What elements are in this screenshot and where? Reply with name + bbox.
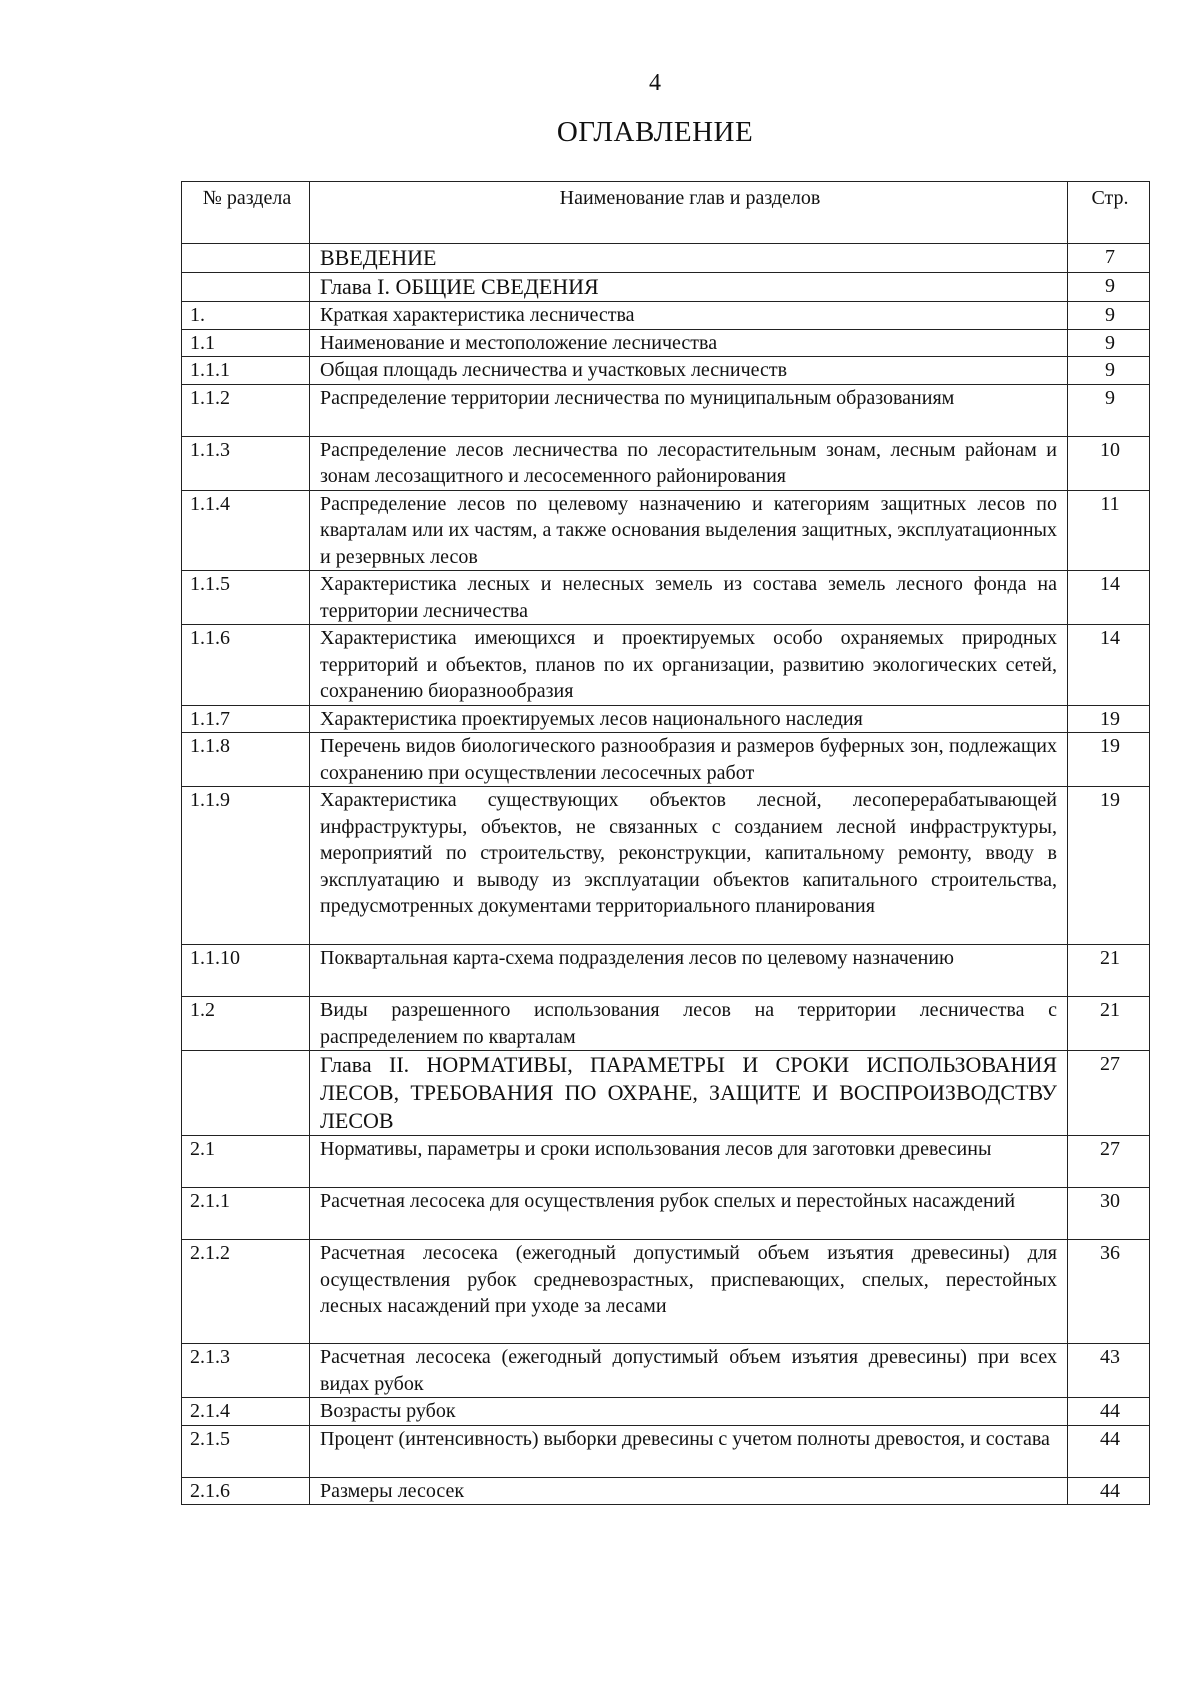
- page-reference: 19: [1068, 787, 1150, 945]
- page-reference: 44: [1068, 1477, 1150, 1505]
- section-title: Распределение территории лесничества по муниципальным образованиям: [310, 384, 1068, 436]
- section-number: 2.1.1: [182, 1188, 310, 1240]
- table-row: [182, 945, 1150, 997]
- section-title: Расчетная лесосека (ежегодный допустимый объем изъятия древесины) при всех видах рубок: [310, 1344, 1068, 1398]
- section-title: Поквартальная карта-схема подразделения лесов по целевому назначению: [310, 945, 1068, 997]
- section-number: 1.1.3: [182, 436, 310, 490]
- section-title: Характеристика лесных и нелесных земель из состава земель лесного фонда на территории лесничества: [310, 571, 1068, 625]
- page-reference: 44: [1068, 1425, 1150, 1477]
- section-number: 1.1.8: [182, 733, 310, 787]
- page-reference: 11: [1068, 490, 1150, 571]
- table-row: [182, 357, 1150, 385]
- page-reference: 44: [1068, 1398, 1150, 1426]
- table-row: [182, 1240, 1150, 1344]
- section-number: 1.1.4: [182, 490, 310, 571]
- section-title: Размеры лесосек: [310, 1477, 1068, 1505]
- table-row: [182, 787, 1150, 945]
- page-reference: 27: [1068, 1136, 1150, 1188]
- table-row: [182, 436, 1150, 490]
- section-title: Характеристика существующих объектов лесной, лесоперерабатывающей инфраструктуры, объектов, не связанных с созданием лесной инфраструктуры, мероприятий по строительству, реконструкции, капитальному ремонту, вводу в эксплуатацию и выводу из эксплуатации объектов капитального строительства, предусмотренных документами территориального планирования: [310, 787, 1068, 945]
- page-reference: 19: [1068, 733, 1150, 787]
- table-row: [182, 997, 1150, 1051]
- page-reference: 19: [1068, 705, 1150, 733]
- page-reference: 21: [1068, 945, 1150, 997]
- page-reference: 9: [1068, 329, 1150, 357]
- table-row: [182, 1398, 1150, 1426]
- page-number: 4: [649, 70, 661, 96]
- page-reference: 21: [1068, 997, 1150, 1051]
- section-title: Характеристика проектируемых лесов национального наследия: [310, 705, 1068, 733]
- page-reference: 43: [1068, 1344, 1150, 1398]
- section-number: 1.1.9: [182, 787, 310, 945]
- section-number: 1.: [182, 302, 310, 330]
- page-reference: 9: [1068, 273, 1150, 302]
- page-title: ОГЛАВЛЕНИЕ: [556, 116, 754, 148]
- page-reference: 9: [1068, 357, 1150, 385]
- section-title: Нормативы, параметры и сроки использования лесов для заготовки древесины: [310, 1136, 1068, 1188]
- page-reference: 14: [1068, 571, 1150, 625]
- section-title: Общая площадь лесничества и участковых лесничеств: [310, 357, 1068, 385]
- chapter-title: Глава II. НОРМАТИВЫ, ПАРАМЕТРЫ И СРОКИ ИСПОЛЬЗОВАНИЯ ЛЕСОВ, ТРЕБОВАНИЯ ПО ОХРАНЕ, ЗАЩИТЕ И ВОСПРОИЗВОДСТВУ ЛЕСОВ: [310, 1051, 1068, 1136]
- table-row: [182, 705, 1150, 733]
- page-reference: 9: [1068, 384, 1150, 436]
- section-number: 1.1.10: [182, 945, 310, 997]
- table-row: [182, 1136, 1150, 1188]
- section-number: 2.1.3: [182, 1344, 310, 1398]
- table-row: [182, 273, 1150, 302]
- section-number: 1.1.5: [182, 571, 310, 625]
- section-title: Краткая характеристика лесничества: [310, 302, 1068, 330]
- header-page: Стр.: [1068, 182, 1150, 244]
- table-row: [182, 571, 1150, 625]
- page-reference: 27: [1068, 1051, 1150, 1136]
- table-row: [182, 1477, 1150, 1505]
- page-reference: 9: [1068, 302, 1150, 330]
- chapter-title: Глава I. ОБЩИЕ СВЕДЕНИЯ: [310, 273, 1068, 302]
- section-number: 2.1.6: [182, 1477, 310, 1505]
- page-reference: 36: [1068, 1240, 1150, 1344]
- table-row: [182, 1051, 1150, 1136]
- table-header-row: [182, 182, 1150, 244]
- table-row: [182, 1188, 1150, 1240]
- section-number: 1.1.2: [182, 384, 310, 436]
- page-reference: 14: [1068, 625, 1150, 706]
- section-title: Процент (интенсивность) выборки древесины с учетом полноты древостоя, и состава: [310, 1425, 1068, 1477]
- header-section-number: № раздела: [182, 182, 310, 244]
- table-row: [182, 1425, 1150, 1477]
- section-number: 2.1: [182, 1136, 310, 1188]
- section-title: Перечень видов биологического разнообразия и размеров буферных зон, подлежащих сохранению при осуществлении лесосечных работ: [310, 733, 1068, 787]
- table-row: [182, 302, 1150, 330]
- table-row: [182, 733, 1150, 787]
- table-row: [182, 384, 1150, 436]
- table-of-contents: [181, 181, 1150, 1505]
- section-title: Возрасты рубок: [310, 1398, 1068, 1426]
- section-number: 2.1.5: [182, 1425, 310, 1477]
- section-title: Наименование и местоположение лесничества: [310, 329, 1068, 357]
- table-row: [182, 329, 1150, 357]
- section-title: Распределение лесов лесничества по лесорастительным зонам, лесным районам и зонам лесозащитного и лесосеменного районирования: [310, 436, 1068, 490]
- table-row: [182, 625, 1150, 706]
- section-number: 1.1.6: [182, 625, 310, 706]
- section-title: Расчетная лесосека (ежегодный допустимый объем изъятия древесины) для осуществления рубок средневозрастных, приспевающих, спелых, перестойных лесных насаждений при уходе за лесами: [310, 1240, 1068, 1344]
- section-number: 1.1: [182, 329, 310, 357]
- table-row: [182, 490, 1150, 571]
- chapter-title: ВВЕДЕНИЕ: [310, 244, 1068, 273]
- section-title: Характеристика имеющихся и проектируемых особо охраняемых природных территорий и объектов, планов по их организации, развитию экологических сетей, сохранению биоразнообразия: [310, 625, 1068, 706]
- section-number: [182, 273, 310, 302]
- page-reference: 30: [1068, 1188, 1150, 1240]
- page-reference: 10: [1068, 436, 1150, 490]
- table-body: [182, 244, 1150, 1505]
- section-number: [182, 244, 310, 273]
- section-title: Расчетная лесосека для осуществления рубок спелых и перестойных насаждений: [310, 1188, 1068, 1240]
- section-number: 1.1.1: [182, 357, 310, 385]
- section-number: 1.2: [182, 997, 310, 1051]
- section-number: [182, 1051, 310, 1136]
- section-title: Виды разрешенного использования лесов на территории лесничества с распределением по кварталам: [310, 997, 1068, 1051]
- section-title: Распределение лесов по целевому назначению и категориям защитных лесов по кварталам или их частям, а также основания выделения защитных, эксплуатационных и резервных лесов: [310, 490, 1068, 571]
- page-reference: 7: [1068, 244, 1150, 273]
- header-section-title: Наименование глав и разделов: [310, 182, 1068, 244]
- table-row: [182, 1344, 1150, 1398]
- section-number: 2.1.2: [182, 1240, 310, 1344]
- section-number: 2.1.4: [182, 1398, 310, 1426]
- table-row: [182, 244, 1150, 273]
- section-number: 1.1.7: [182, 705, 310, 733]
